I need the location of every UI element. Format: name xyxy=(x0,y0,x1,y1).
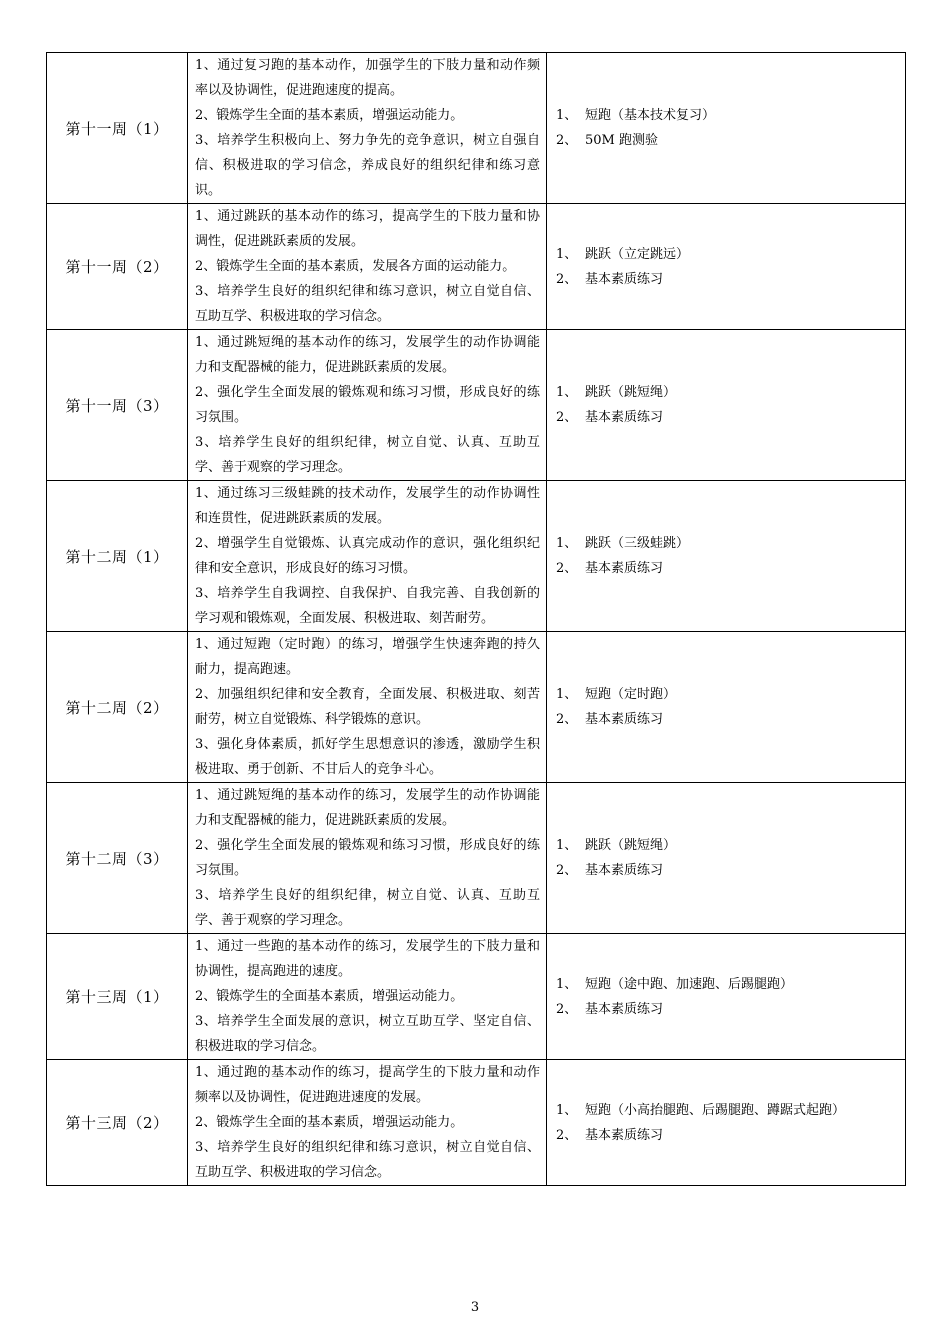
goal-item: 1、通过复习跑的基本动作，加强学生的下肢力量和动作频率以及协调性，促进跑速度的提高。 xyxy=(195,58,540,98)
content-item-number: 2、 xyxy=(556,410,578,425)
week-cell: 第十二周（3） xyxy=(47,783,188,934)
table-row xyxy=(47,632,906,783)
content-item xyxy=(556,267,899,292)
week-cell: 第十一周（2） xyxy=(47,204,188,330)
goals-cell xyxy=(188,481,547,632)
content-item-text: 短跑（小高抬腿跑、后踢腿跑、蹲踞式起跑） xyxy=(585,1102,846,1118)
content-cell xyxy=(547,632,906,783)
table-row xyxy=(47,1060,906,1186)
content-item-text: 跳跃（三级蛙跳） xyxy=(585,536,690,551)
content-item-number: 2、 xyxy=(556,712,578,727)
content-item-text: 基本素质练习 xyxy=(585,410,664,425)
content-cell xyxy=(547,1060,906,1186)
content-item-text: 短跑（基本技术复习） xyxy=(585,108,716,123)
goal-item: 1、通过练习三级蛙跳的技术动作，发展学生的动作协调性和连贯性，促进跳跃素质的发展。 xyxy=(195,486,540,526)
content-item-number: 2、 xyxy=(556,271,578,287)
content-item xyxy=(556,1123,899,1148)
content-item-text: 短跑（定时跑） xyxy=(585,687,677,702)
content-item xyxy=(556,1098,899,1123)
goal-item: 1、通过跑的基本动作的练习，提高学生的下肢力量和动作频率以及协调性，促进跑进速度的发展。 xyxy=(195,1065,540,1105)
week-cell: 第十三周（1） xyxy=(47,934,188,1060)
content-item-number: 1、 xyxy=(556,385,578,400)
table-row xyxy=(47,53,906,204)
week-cell: 第十二周（2） xyxy=(47,632,188,783)
content-item-number: 2、 xyxy=(556,863,578,878)
goal-item: 2、锻炼学生全面的基本素质，增强运动能力。 xyxy=(195,1115,464,1130)
goal-item: 2、加强组织纪律和安全教育，全面发展、积极进取、刻苦耐劳，树立自觉锻炼、科学锻炼的意识。 xyxy=(195,687,540,727)
content-item-number: 1、 xyxy=(556,536,578,551)
goal-item: 3、培养学生自我调控、自我保护、自我完善、自我创新的学习观和锻炼观，全面发展、积极进取、刻苦耐劳。 xyxy=(195,586,540,626)
goal-item: 1、通过跳短绳的基本动作的练习，发展学生的动作协调能力和支配器械的能力，促进跳跃素质的发展。 xyxy=(195,788,540,828)
content-item-text: 跳跃（跳短绳） xyxy=(585,838,677,853)
goal-item: 1、通过跳跃的基本动作的练习，提高学生的下肢力量和协调性，促进跳跃素质的发展。 xyxy=(195,209,540,249)
goal-item: 3、培养学生全面发展的意识，树立互助互学、坚定自信、积极进取的学习信念。 xyxy=(195,1014,540,1054)
content-item-number: 1、 xyxy=(556,1102,578,1118)
goal-item: 3、培养学生良好的组织纪律和练习意识，树立自觉自信、互助互学、积极进取的学习信念。 xyxy=(195,1140,540,1180)
goal-item: 1、通过短跑（定时跑）的练习，增强学生快速奔跑的持久耐力，提高跑速。 xyxy=(195,637,540,677)
content-item-number: 2、 xyxy=(556,133,578,148)
page-number: 3 xyxy=(470,1300,480,1315)
content-item-text: 基本素质练习 xyxy=(585,561,664,576)
content-item-number: 2、 xyxy=(556,1001,578,1017)
goals-cell xyxy=(188,632,547,783)
content-item-text: 50M 跑测验 xyxy=(585,133,658,148)
content-item-number: 1、 xyxy=(556,976,578,992)
content-item-number: 1、 xyxy=(556,246,578,262)
content-item-text: 基本素质练习 xyxy=(585,1001,664,1017)
content-item xyxy=(556,707,899,732)
content-cell xyxy=(547,204,906,330)
goal-item: 1、通过跳短绳的基本动作的练习，发展学生的动作协调能力和支配器械的能力，促进跳跃素质的发展。 xyxy=(195,335,540,375)
content-item xyxy=(556,556,899,581)
content-item xyxy=(556,405,899,430)
content-item xyxy=(556,380,899,405)
lesson-plan-table xyxy=(46,52,906,1186)
goals-cell xyxy=(188,204,547,330)
week-cell: 第十一周（1） xyxy=(47,53,188,204)
content-item xyxy=(556,972,899,997)
goal-item: 3、培养学生积极向上、努力争先的竞争意识，树立自强自信、积极进取的学习信念，养成良好的组织纪律和练习意识。 xyxy=(195,133,540,198)
goals-cell xyxy=(188,1060,547,1186)
content-item-text: 基本素质练习 xyxy=(585,712,664,727)
week-cell: 第十三周（2） xyxy=(47,1060,188,1186)
content-item xyxy=(556,103,899,128)
content-item xyxy=(556,128,899,153)
goal-item: 2、增强学生自觉锻炼、认真完成动作的意识，强化组织纪律和安全意识，形成良好的练习习惯。 xyxy=(195,536,540,576)
goals-cell xyxy=(188,53,547,204)
goals-cell xyxy=(188,934,547,1060)
content-cell xyxy=(547,53,906,204)
content-cell xyxy=(547,481,906,632)
content-item xyxy=(556,242,899,267)
goal-item: 3、培养学生良好的组织纪律，树立自觉、认真、互助互学、善于观察的学习理念。 xyxy=(195,435,540,475)
goal-item: 2、锻炼学生全面的基本素质，增强运动能力。 xyxy=(195,108,464,123)
content-item xyxy=(556,858,899,883)
content-cell xyxy=(547,330,906,481)
content-item-text: 跳跃（跳短绳） xyxy=(585,385,677,400)
content-item xyxy=(556,531,899,556)
content-item-number: 2、 xyxy=(556,1127,578,1143)
table-row xyxy=(47,481,906,632)
content-item-text: 基本素质练习 xyxy=(585,271,664,287)
content-item-text: 跳跃（立定跳远） xyxy=(585,246,690,262)
goal-item: 3、培养学生良好的组织纪律，树立自觉、认真、互助互学、善于观察的学习理念。 xyxy=(195,888,540,928)
table-row xyxy=(47,330,906,481)
week-cell: 第十二周（1） xyxy=(47,481,188,632)
content-item-number: 1、 xyxy=(556,838,578,853)
content-item-text: 基本素质练习 xyxy=(585,1127,664,1143)
content-item-text: 短跑（途中跑、加速跑、后踢腿跑） xyxy=(585,976,794,992)
goals-cell xyxy=(188,783,547,934)
goal-item: 3、培养学生良好的组织纪律和练习意识，树立自觉自信、互助互学、积极进取的学习信念。 xyxy=(195,284,540,324)
table-row xyxy=(47,783,906,934)
week-cell: 第十一周（3） xyxy=(47,330,188,481)
content-cell xyxy=(547,934,906,1060)
content-item-number: 2、 xyxy=(556,561,578,576)
goal-item: 3、强化身体素质，抓好学生思想意识的渗透，激励学生积极进取、勇于创新、不甘后人的竞争斗心。 xyxy=(195,737,540,777)
table-row xyxy=(47,204,906,330)
goal-item: 2、强化学生全面发展的锻炼观和练习习惯，形成良好的练习氛围。 xyxy=(195,838,540,878)
table-row xyxy=(47,934,906,1060)
content-item-text: 基本素质练习 xyxy=(585,863,664,878)
goal-item: 1、通过一些跑的基本动作的练习，发展学生的下肢力量和协调性，提高跑进的速度。 xyxy=(195,939,540,979)
lesson-plan-body xyxy=(47,53,906,1186)
content-cell xyxy=(547,783,906,934)
content-item xyxy=(556,833,899,858)
content-item-number: 1、 xyxy=(556,108,578,123)
goals-cell xyxy=(188,330,547,481)
goal-item: 2、锻炼学生的全面基本素质，增强运动能力。 xyxy=(195,989,464,1004)
goal-item: 2、锻炼学生全面的基本素质，发展各方面的运动能力。 xyxy=(195,259,516,274)
content-item xyxy=(556,997,899,1022)
content-item xyxy=(556,682,899,707)
goal-item: 2、强化学生全面发展的锻炼观和练习习惯，形成良好的练习氛围。 xyxy=(195,385,540,425)
content-item-number: 1、 xyxy=(556,687,578,702)
